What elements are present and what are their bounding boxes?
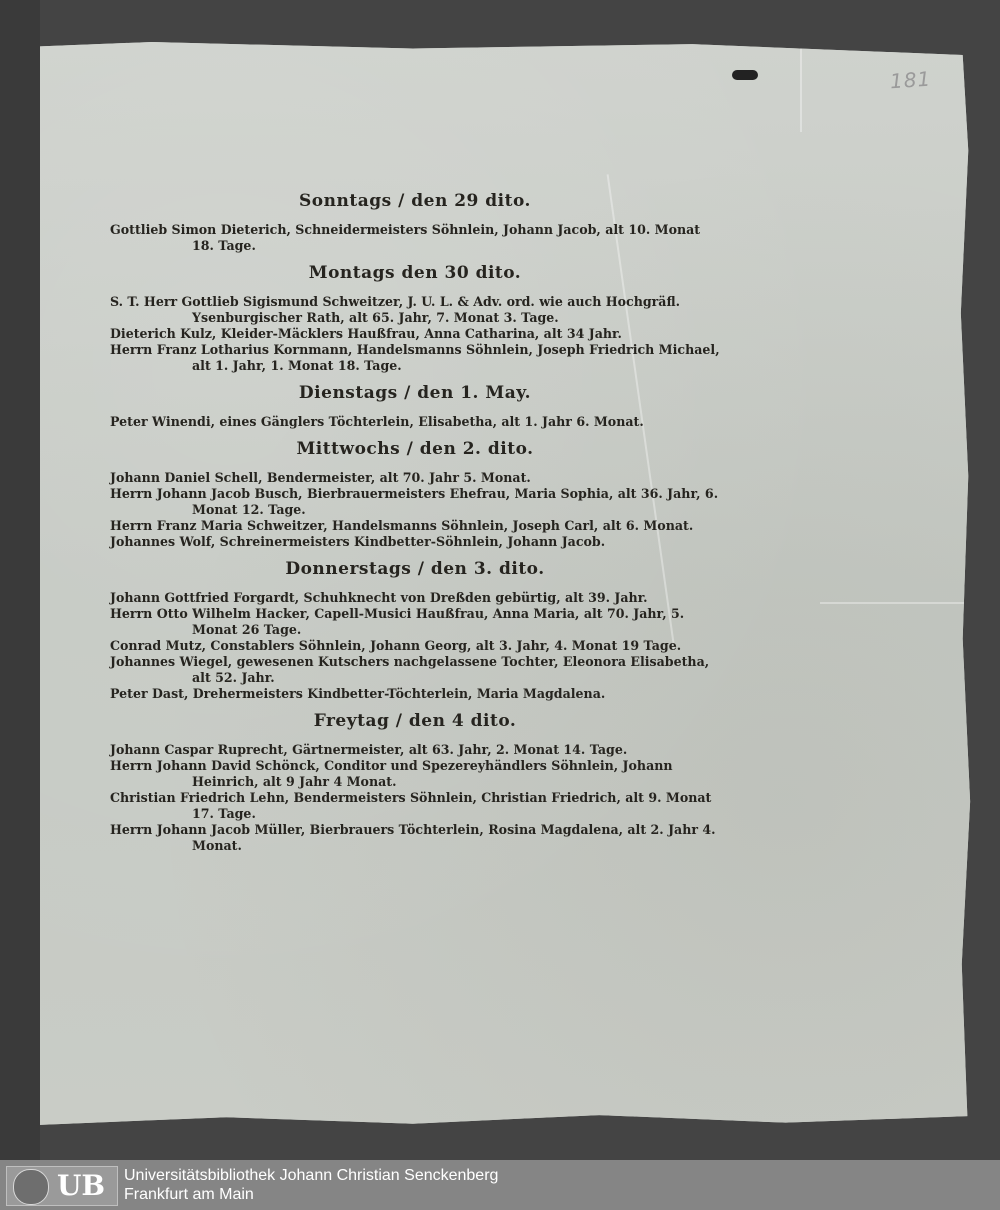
burial-register-text (110, 190, 720, 862)
register-entry: Conrad Mutz, Constablers Söhnlein, Johann Georg, alt 3. Jahr, 4. Monat 19 Tage. (110, 638, 682, 653)
register-entry: Gottlieb Simon Dieterich, Schneidermeisters Söhnlein, Johann Jacob, alt 10. Monat 18. Tage. (110, 222, 701, 253)
library-logo[interactable] (6, 1166, 118, 1206)
scan-left-edge (0, 0, 40, 1160)
ink-blot (732, 70, 758, 80)
library-name: Universitätsbibliothek Johann Christian Senckenberg (124, 1167, 499, 1184)
day-heading: Freytag / den 4 dito. (313, 711, 517, 731)
register-entry: Johann Caspar Ruprecht, Gärtnermeister, alt 63. Jahr, 2. Monat 14. Tage. (110, 742, 628, 757)
day-section (110, 710, 720, 854)
page-crease (800, 42, 802, 132)
day-section (110, 438, 720, 550)
register-entry: S. T. Herr Gottlieb Sigismund Schweitzer, J. U. L. & Adv. ord. wie auch Hochgräfl. Ysenburgischer Rath, alt 65. Jahr, 7. Monat 3. Tage. (110, 294, 681, 325)
library-footer (0, 1160, 1000, 1210)
register-entry: Johann Daniel Schell, Bendermeister, alt 70. Jahr 5. Monat. (110, 470, 531, 485)
register-entry: Herrn Johann David Schönck, Conditor und Spezereyhändlers Söhnlein, Johann Heinrich, alt 9 Jahr 4 Monat. (110, 758, 673, 789)
register-entry: Johann Gottfried Forgardt, Schuhknecht von Dreßden gebürtig, alt 39. Jahr. (110, 590, 648, 605)
register-entry: Herrn Otto Wilhelm Hacker, Capell-Musici Haußfrau, Anna Maria, alt 70. Jahr, 5. Monat 26 Tage. (110, 606, 685, 637)
register-entry: Herrn Franz Lotharius Kornmann, Handelsmanns Söhnlein, Joseph Friedrich Michael, alt 1. Jahr, 1. Monat 18. Tage. (110, 342, 720, 373)
day-heading: Mittwochs / den 2. dito. (296, 439, 534, 459)
day-section (110, 382, 720, 430)
register-entry: Herrn Franz Maria Schweitzer, Handelsmanns Söhnlein, Joseph Carl, alt 6. Monat. (110, 518, 694, 533)
register-entry: Dieterich Kulz, Kleider-Mäcklers Haußfrau, Anna Catharina, alt 34 Jahr. (110, 326, 622, 341)
folio-number: 181 (889, 66, 932, 94)
footer-text (124, 1166, 498, 1204)
register-entry: Johannes Wolf, Schreinermeisters Kindbetter-Söhnlein, Johann Jacob. (110, 534, 606, 549)
day-section (110, 558, 720, 702)
register-entry: Herrn Johann Jacob Busch, Bierbrauermeisters Ehefrau, Maria Sophia, alt 36. Jahr, 6. Monat 12. Tage. (110, 486, 719, 517)
day-section (110, 190, 720, 254)
day-heading: Dienstags / den 1. May. (298, 383, 532, 403)
register-entry: Peter Dast, Drehermeisters Kindbetter-Töchterlein, Maria Magdalena. (110, 686, 606, 701)
register-entry: Peter Winendi, eines Gänglers Töchterlein, Elisabetha, alt 1. Jahr 6. Monat. (110, 414, 644, 429)
portrait-icon (13, 1169, 49, 1205)
day-section (110, 262, 720, 374)
page-fold-line (820, 602, 980, 604)
day-heading: Montags den 30 dito. (308, 263, 522, 283)
library-city: Frankfurt am Main (124, 1186, 254, 1203)
day-heading: Donnerstags / den 3. dito. (285, 559, 545, 579)
register-entry: Christian Friedrich Lehn, Bendermeisters Söhnlein, Christian Friedrich, alt 9. Monat 17. Tage. (110, 790, 712, 821)
register-entry: Johannes Wiegel, gewesenen Kutschers nachgelassene Tochter, Eleonora Elisabetha, alt 52. Jahr. (110, 654, 710, 685)
register-entry: Herrn Johann Jacob Müller, Bierbrauers Töchterlein, Rosina Magdalena, alt 2. Jahr 4. Monat. (110, 822, 716, 853)
day-heading: Sonntags / den 29 dito. (299, 191, 531, 211)
logo-text: UB (57, 1169, 106, 1202)
